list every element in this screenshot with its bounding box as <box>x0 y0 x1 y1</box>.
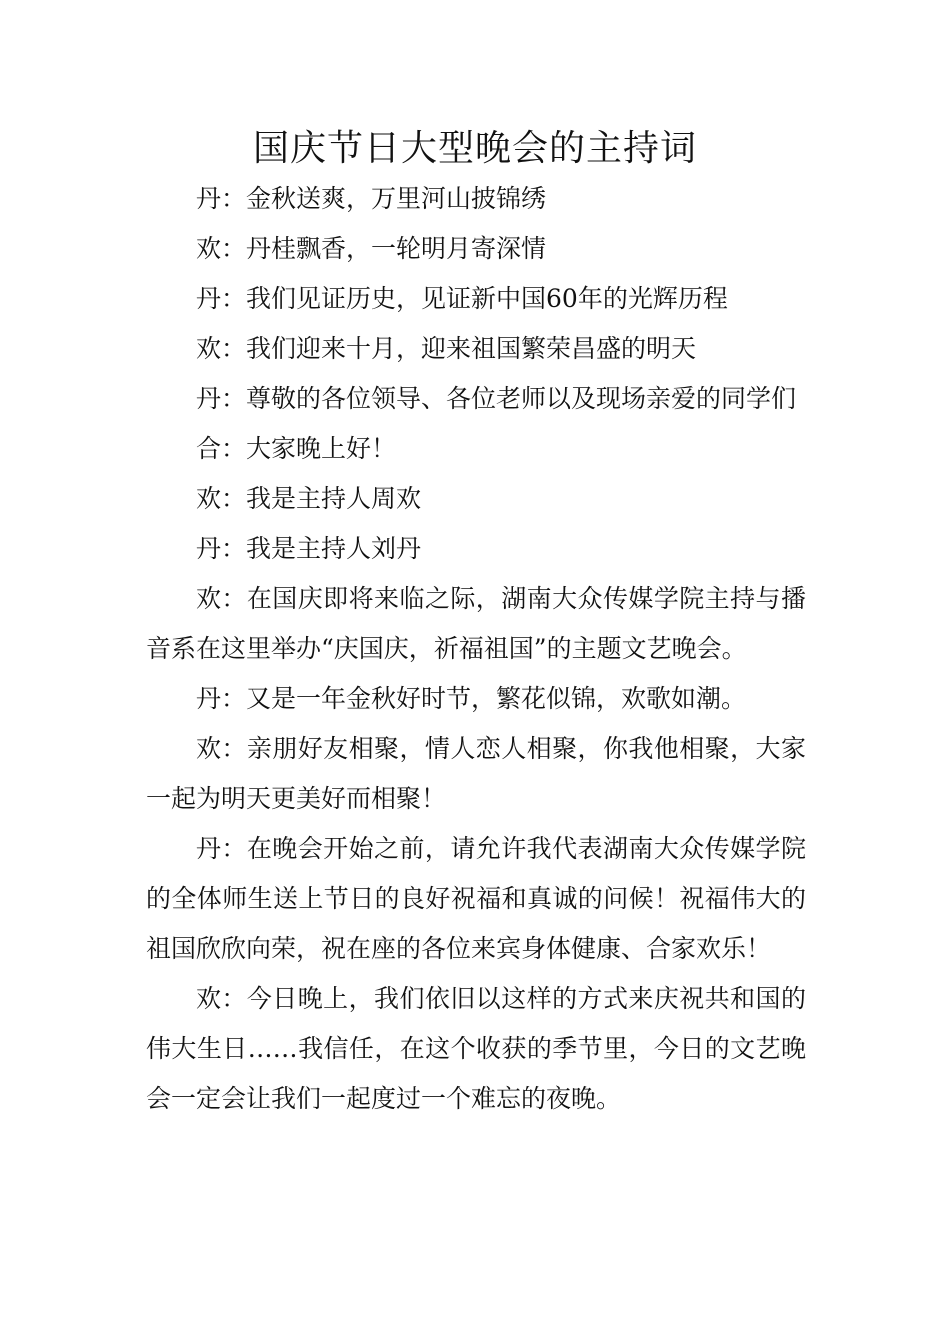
paragraph: 合：大家晚上好！ <box>196 434 397 463</box>
document-body <box>146 174 806 1124</box>
paragraph: 丹：又是一年金秋好时节，繁花似锦，欢歌如潮。 <box>196 684 747 713</box>
paragraph: 丹：我是主持人刘丹 <box>196 534 422 563</box>
document-title: 国庆节日大型晚会的主持词 <box>252 128 697 169</box>
paragraph: 欢：我是主持人周欢 <box>196 484 422 513</box>
paragraph: 丹：金秋送爽，万里河山披锦绣 <box>196 184 547 213</box>
paragraph: 丹：我们见证历史，见证新中国60年的光辉历程 <box>196 284 728 313</box>
paragraph: 欢：亲朋好友相聚，情人恋人相聚，你我他相聚，大家一起为明天更美好而相聚！ <box>146 734 806 813</box>
paragraph: 丹：尊敬的各位领导、各位老师以及现场亲爱的同学们 <box>196 384 797 413</box>
paragraph: 欢：在国庆即将来临之际，湖南大众传媒学院主持与播音系在这里举办“庆国庆，祈福祖国”的主题文艺晚会。 <box>146 584 806 663</box>
paragraph: 欢：我们迎来十月，迎来祖国繁荣昌盛的明天 <box>196 334 697 363</box>
paragraph: 丹：在晚会开始之前，请允许我代表湖南大众传媒学院的全体师生送上节日的良好祝福和真诚的问候！祝福伟大的祖国欣欣向荣，祝在座的各位来宾身体健康、合家欢乐！ <box>146 834 806 963</box>
paragraph: 欢：丹桂飘香，一轮明月寄深情 <box>196 234 547 263</box>
paragraph: 欢：今日晚上，我们依旧以这样的方式来庆祝共和国的伟大生日……我信任，在这个收获的季节里，今日的文艺晚会一定会让我们一起度过一个难忘的夜晚。 <box>146 984 806 1113</box>
